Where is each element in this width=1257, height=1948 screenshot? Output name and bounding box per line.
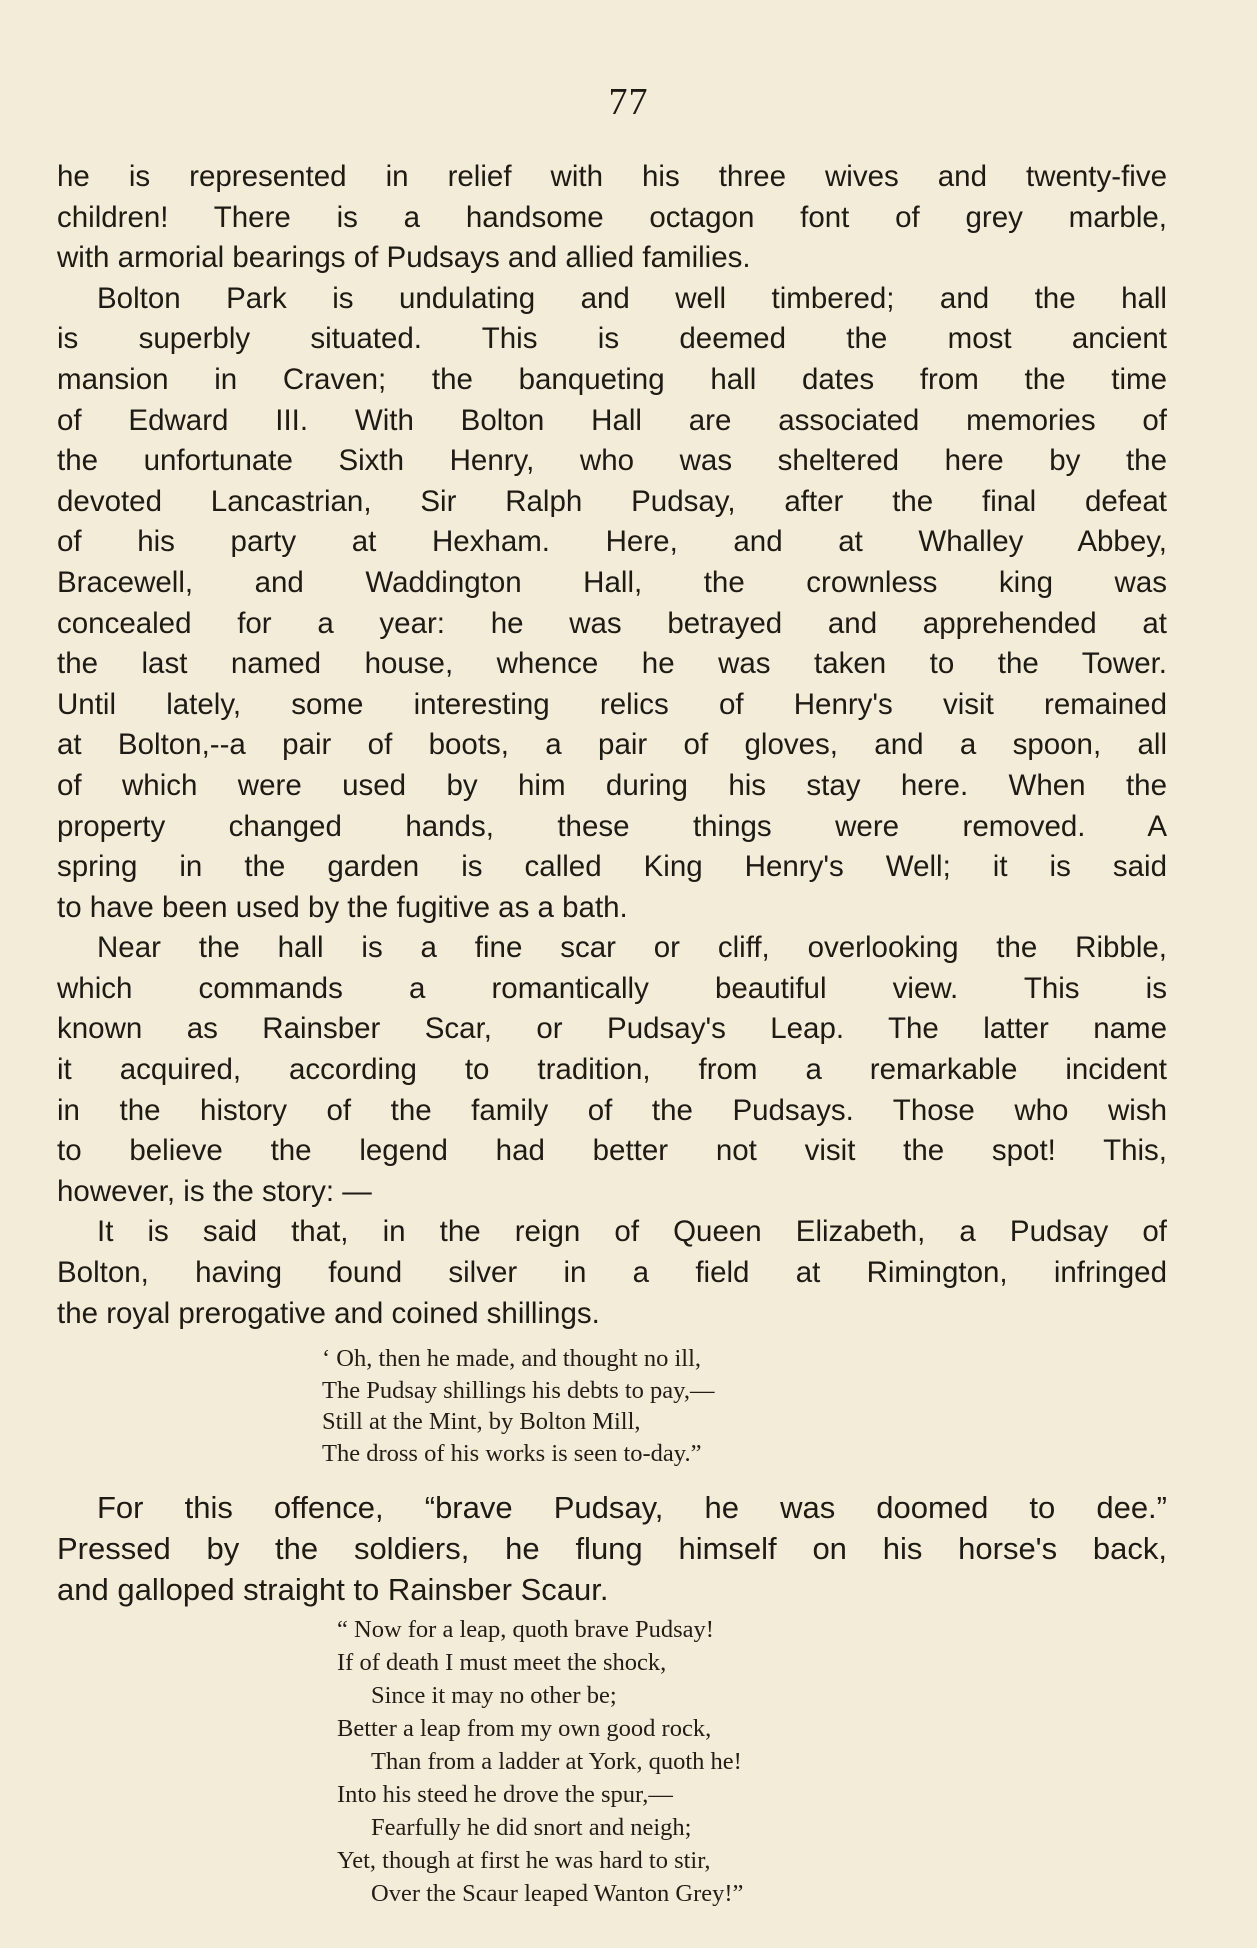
text-line: It is said that, in the reign of Queen Elizabeth, a Pudsay of [97,1215,1167,1249]
verse-line: The dross of his works is seen to-day.” [322,1439,702,1467]
text-line: the royal prerogative and coined shillings. [57,1296,600,1330]
verse-line: Than from a ladder at York, quoth he! [371,1748,742,1775]
page-number: 77 [608,81,649,123]
text-line: known as Rainsber Scar, or Pudsay's Leap. The latter name [57,1012,1167,1046]
text-line: at Bolton,--a pair of boots, a pair of gloves, and a spoon, all [57,728,1167,762]
text-line: it acquired, according to tradition, from a remarkable incident [57,1053,1167,1087]
verse-line: Yet, though at first he was hard to stir, [337,1847,711,1874]
text-line: to have been used by the fugitive as a bath. [57,890,628,924]
text-line: devoted Lancastrian, Sir Ralph Pudsay, after the final defeat [57,484,1167,518]
text-line: Bracewell, and Waddington Hall, the crownless king was [57,565,1167,599]
text-line: concealed for a year: he was betrayed and apprehended at [57,606,1167,640]
verse-line: Still at the Mint, by Bolton Mill, [322,1408,641,1435]
text-line: in the history of the family of the Pudsays. Those who wish [57,1093,1167,1127]
text-line: to believe the legend had better not visit the spot! This, [57,1134,1167,1168]
verse-line: Better a leap from my own good rock, [337,1715,712,1742]
closing-text-block [57,1487,1167,1610]
text-line: is superbly situated. This is deemed the most ancient [57,322,1167,356]
verse-line: Since it may no other be; [371,1682,617,1709]
verse-line: ‘ Oh, then he made, and thought no ill, [322,1345,701,1372]
text-line: the unfortunate Sixth Henry, who was sheltered here by the [57,444,1167,478]
text-line: Bolton, having found silver in a field at Rimington, infringed [57,1256,1167,1290]
text-line: For this offence, “brave Pudsay, he was doomed to dee.” [97,1490,1167,1525]
text-line: of Edward III. With Bolton Hall are associated memories of [57,403,1167,437]
text-line: mansion in Craven; the banqueting hall dates from the time [57,362,1167,396]
text-line: Until lately, some interesting relics of Henry's visit remained [57,687,1167,721]
verse-line: “ Now for a leap, quoth brave Pudsay! [337,1616,714,1643]
text-line: which commands a romantically beautiful view. This is [57,971,1167,1005]
text-line: children! There is a handsome octagon font of grey marble, [57,200,1167,234]
text-line: of which were used by him during his stay here. When the [57,768,1167,802]
verse-line: Over the Scaur leaped Wanton Grey!” [371,1880,744,1907]
verse-quote-one [322,1343,714,1469]
verse-line: Fearfully he did snort and neigh; [371,1814,692,1841]
text-line: property changed hands, these things were removed. A [57,809,1167,843]
text-line: of his party at Hexham. Here, and at Whalley Abbey, [57,525,1167,559]
text-line: spring in the garden is called King Henry's Well; it is said [57,850,1167,884]
text-line: he is represented in relief with his three wives and twenty-five [57,160,1167,193]
verse-line: Into his steed he drove the spur,— [337,1781,673,1808]
text-line: and galloped straight to Rainsber Scaur. [57,1572,609,1607]
text-line: Near the hall is a fine scar or cliff, overlooking the Ribble, [97,931,1167,965]
verse-line: If of death I must meet the shock, [337,1649,667,1676]
verse-line: The Pudsay shillings his debts to pay,— [322,1376,715,1404]
text-line: with armorial bearings of Pudsays and allied families. [57,241,751,275]
text-line: however, is the story: — [57,1174,372,1208]
main-text-block [57,157,1167,1334]
verse-quote-two [337,1613,743,1910]
text-line: the last named house, whence he was taken to the Tower. [57,647,1167,681]
text-line: Pressed by the soldiers, he flung himself on his horse's back, [57,1531,1167,1566]
text-line: Bolton Park is undulating and well timbered; and the hall [97,281,1167,315]
